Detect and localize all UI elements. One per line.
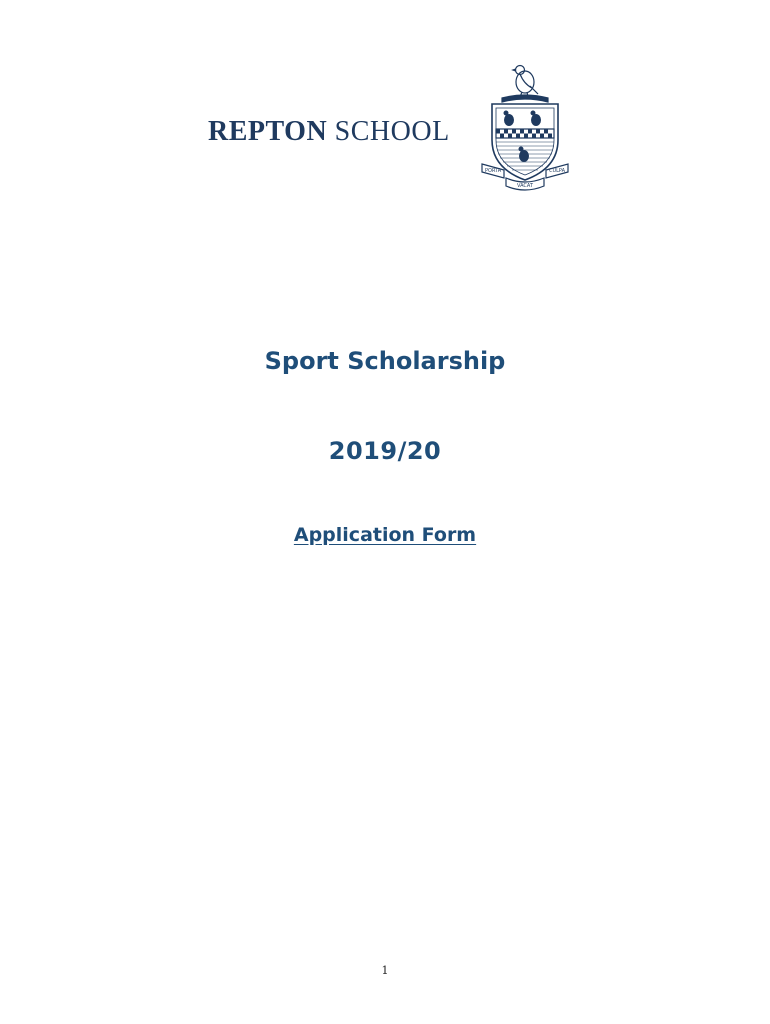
school-wordmark bbox=[208, 116, 450, 148]
school-name-regular: SCHOOL bbox=[334, 116, 450, 147]
school-name-bold: REPTON bbox=[208, 116, 328, 147]
crest-bird-icon bbox=[513, 66, 538, 98]
crest-motto-right: CULPA bbox=[549, 168, 566, 174]
school-crest-icon bbox=[480, 60, 570, 195]
document-subtitle: Application Form bbox=[293, 524, 477, 546]
crest-motto-center: VACAT bbox=[517, 183, 534, 189]
crest-motto-left: PORTA bbox=[485, 168, 502, 174]
school-logo bbox=[205, 60, 575, 200]
academic-year: 2019/20 bbox=[328, 437, 442, 465]
page-number: 1 bbox=[381, 964, 389, 977]
document-title: Sport Scholarship bbox=[264, 347, 506, 375]
